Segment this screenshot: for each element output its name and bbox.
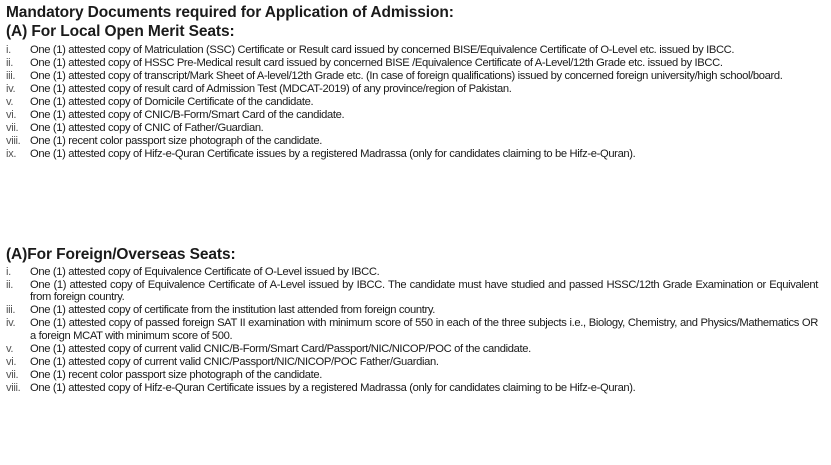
list-item-text: One (1) attested copy of Equivalence Certificate of O-Level issued by IBCC. (30, 266, 380, 278)
list-item-text: One (1) attested copy of CNIC of Father/Guardian. (30, 122, 264, 134)
list-item-number: viii. (6, 381, 21, 394)
list-item-number: v. (6, 342, 14, 355)
document-title: Mandatory Documents required for Application of Admission: (6, 4, 454, 21)
list-item (6, 317, 818, 342)
list-item-text: One (1) attested copy of current valid CNIC/Passport/NIC/NICOP/POC Father/Guardian. (30, 355, 439, 368)
list-item-number: vi. (6, 355, 17, 368)
list-item-text: One (1) attested copy of CNIC/B-Form/Smart Card of the candidate. (30, 109, 345, 121)
list-item-text: One (1) attested copy of Hifz-e-Quran Certificate issues by a registered Madrassa (only for candidates claiming to be Hifz-e-Quran). (30, 148, 636, 160)
list-item-number: iii. (6, 70, 16, 82)
list-item (6, 135, 818, 147)
list-item-number: vi. (6, 109, 17, 121)
list-item (6, 356, 818, 368)
list-item-number: vii. (6, 368, 19, 381)
list-item-text: One (1) attested copy of current valid CNIC/B-Form/Smart Card/Passport/NIC/NICOP/POC of the candidate. (30, 342, 531, 355)
list-item-number: ii. (6, 279, 14, 291)
list-item (6, 70, 818, 82)
list-item-text: One (1) attested copy of certificate from the institution last attended from foreign country. (30, 304, 436, 317)
list-item-number: i. (6, 44, 11, 56)
list-item-text: One (1) attested copy of Hifz-e-Quran Certificate issues by a registered Madrassa (only for candidates claiming to be Hifz-e-Quran). (30, 381, 636, 394)
list-item (6, 109, 818, 121)
list-item-text: One (1) attested copy of transcript/Mark Sheet of A-level/12th Grade etc. (In case of foreign qualifications) issued by concerned foreign university/high school/board. (30, 70, 783, 82)
list-item (6, 83, 818, 95)
section-heading-foreign-overseas: (A)For Foreign/Overseas Seats: (6, 246, 236, 263)
list-item-number: iii. (6, 304, 16, 317)
list-item-number: vii. (6, 122, 19, 134)
list-item-text: One (1) attested copy of Domicile Certificate of the candidate. (30, 96, 314, 108)
list-item-number: i. (6, 266, 11, 278)
list-item (6, 369, 818, 381)
list-item (6, 122, 818, 134)
list-item-number: ii. (6, 57, 14, 69)
list-item-number: iv. (6, 83, 16, 95)
list-item-text: One (1) recent color passport size photograph of the candidate. (30, 135, 323, 147)
list-item (6, 304, 818, 316)
list-item-text: One (1) attested copy of result card of Admission Test (MDCAT-2019) of any province/region of Pakistan. (30, 83, 512, 95)
list-item (6, 279, 818, 304)
list-item-number: iv. (6, 317, 16, 330)
local-merit-documents-list (6, 44, 818, 161)
list-item-text: One (1) attested copy of Matriculation (SSC) Certificate or Result card issued by concerned BISE/Equivalence Certificate of O-Level etc. issued by IBCC. (30, 44, 735, 56)
list-item (6, 382, 818, 394)
list-item (6, 57, 818, 69)
list-item-text: One (1) attested copy of passed foreign SAT II examination with minimum score of 550 in each of the three subjects i.e., Biology, Chemistry, and Physics/Mathematics OR a foreign MCAT with minimum score of 500. (30, 317, 818, 342)
list-item (6, 44, 818, 56)
section-heading-local-merit: (A) For Local Open Merit Seats: (6, 23, 235, 40)
list-item (6, 266, 818, 278)
list-item-number: v. (6, 96, 14, 108)
list-item-number: viii. (6, 135, 21, 147)
list-item-text: One (1) recent color passport size photograph of the candidate. (30, 368, 323, 381)
list-item-text: One (1) attested copy of HSSC Pre-Medical result card issued by concerned BISE /Equivalence Certificate of A-Level/12th Grade etc. issued by IBCC. (30, 57, 723, 69)
list-item (6, 343, 818, 355)
foreign-overseas-documents-list (6, 266, 818, 395)
list-item-number: ix. (6, 148, 17, 160)
list-item (6, 96, 818, 108)
list-item (6, 148, 818, 160)
list-item-text: One (1) attested copy of Equivalence Certificate of A-Level issued by IBCC. The candidate must have studied and passed HSSC/12th Grade Examination or Equivalent from foreign country. (30, 279, 818, 304)
